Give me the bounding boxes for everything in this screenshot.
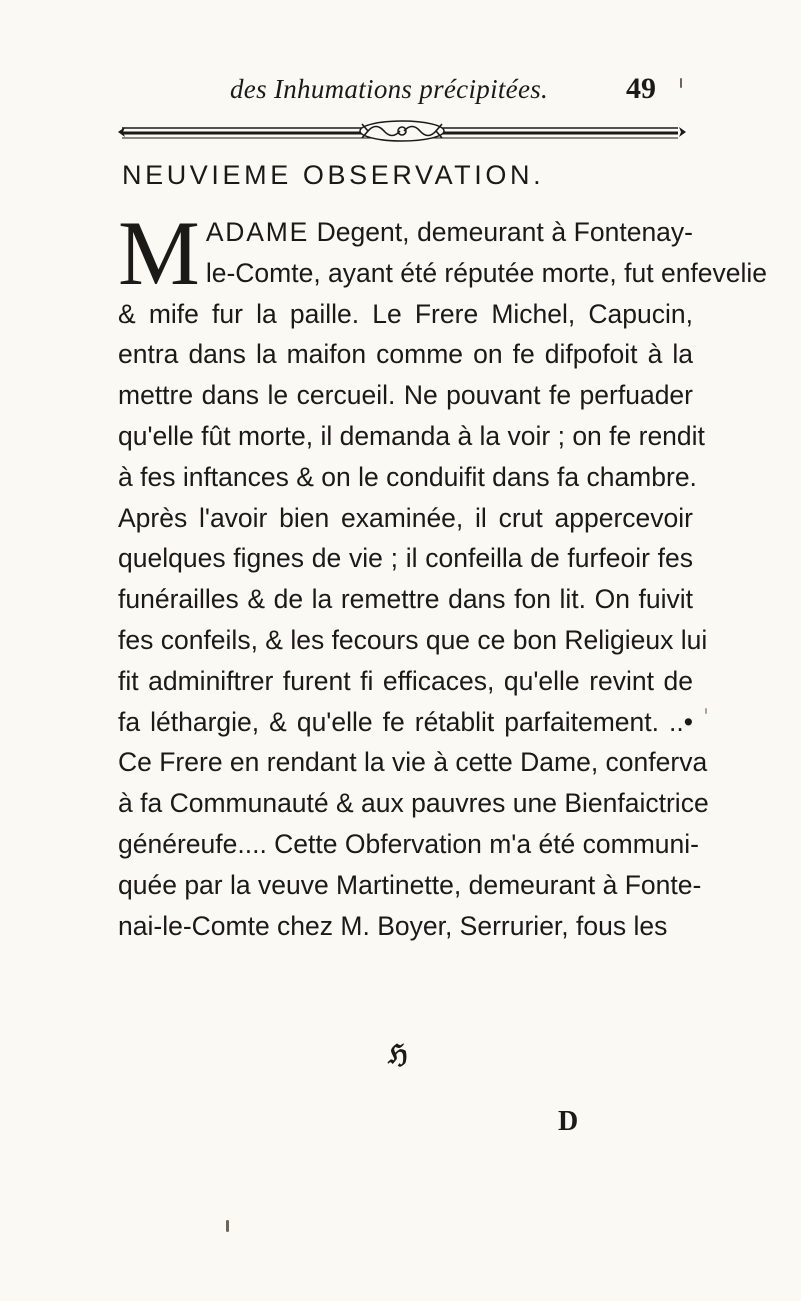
ornamental-rule: [118, 118, 686, 144]
running-title: des Inhumations précipitées.: [230, 74, 549, 104]
text-line: qu'elle fût morte, il demanda à la voir ; on fe rendit: [118, 420, 705, 451]
ink-speck: [680, 78, 682, 88]
text-line: entra dans la maifon comme on fe difpofoit à la: [118, 339, 693, 370]
text-line: mettre dans le cercueil. Ne pouvant fe perfuader: [118, 380, 693, 411]
text-line: Après l'avoir bien examinée, il crut appercevoir: [118, 502, 693, 533]
section-title: NEUVIEME OBSERVATION.: [122, 160, 545, 190]
text-line: fes confeils, & les fecours que ce bon Religieux lui: [118, 624, 708, 655]
text-line: quée par la veuve Martinette, demeurant à Fonte-: [118, 869, 702, 900]
first-line-text: Degent, demeurant à Fontenay-: [309, 217, 693, 247]
text-line: nai-le-Comte chez M. Boyer, Serrurier, fous les: [118, 910, 668, 941]
text-line: fa léthargie, & qu'elle fe rétablit parfaitement. ..•: [118, 706, 693, 737]
body-paragraph: [118, 202, 768, 946]
text-line: funérailles & de la remettre dans fon lit. On fuivit: [118, 584, 693, 615]
ink-speck: [226, 1220, 229, 1232]
text-line: le-Comte, ayant été réputée morte, fut enfevelie: [205, 257, 768, 288]
text-line: à fes inftances & on le conduifit dans fa chambre.: [118, 461, 697, 492]
text-line: [118, 212, 693, 253]
text-line: à fa Communauté & aux pauvres une Bienfaictrice: [118, 788, 709, 819]
text-line: quelques fignes de vie ; il confeilla de furfeoir fes: [118, 543, 693, 574]
page-number: 49: [626, 72, 656, 105]
first-word-smallcaps: ADAME: [205, 217, 310, 247]
catchword: D: [558, 1106, 579, 1137]
ink-speck: [705, 708, 707, 714]
text-line: généreufe.... Cette Obfervation m'a été communi-: [118, 828, 699, 859]
text-line: & mife fur la paille. Le Frere Michel, Capucin,: [118, 298, 693, 329]
signature-mark: ℌ: [388, 1040, 408, 1069]
text-line: fit adminiftrer furent fi efficaces, qu'elle revint de: [118, 665, 693, 696]
drop-cap: M: [118, 202, 200, 304]
text-line: Ce Frere en rendant la vie à cette Dame, conferva: [118, 747, 708, 778]
